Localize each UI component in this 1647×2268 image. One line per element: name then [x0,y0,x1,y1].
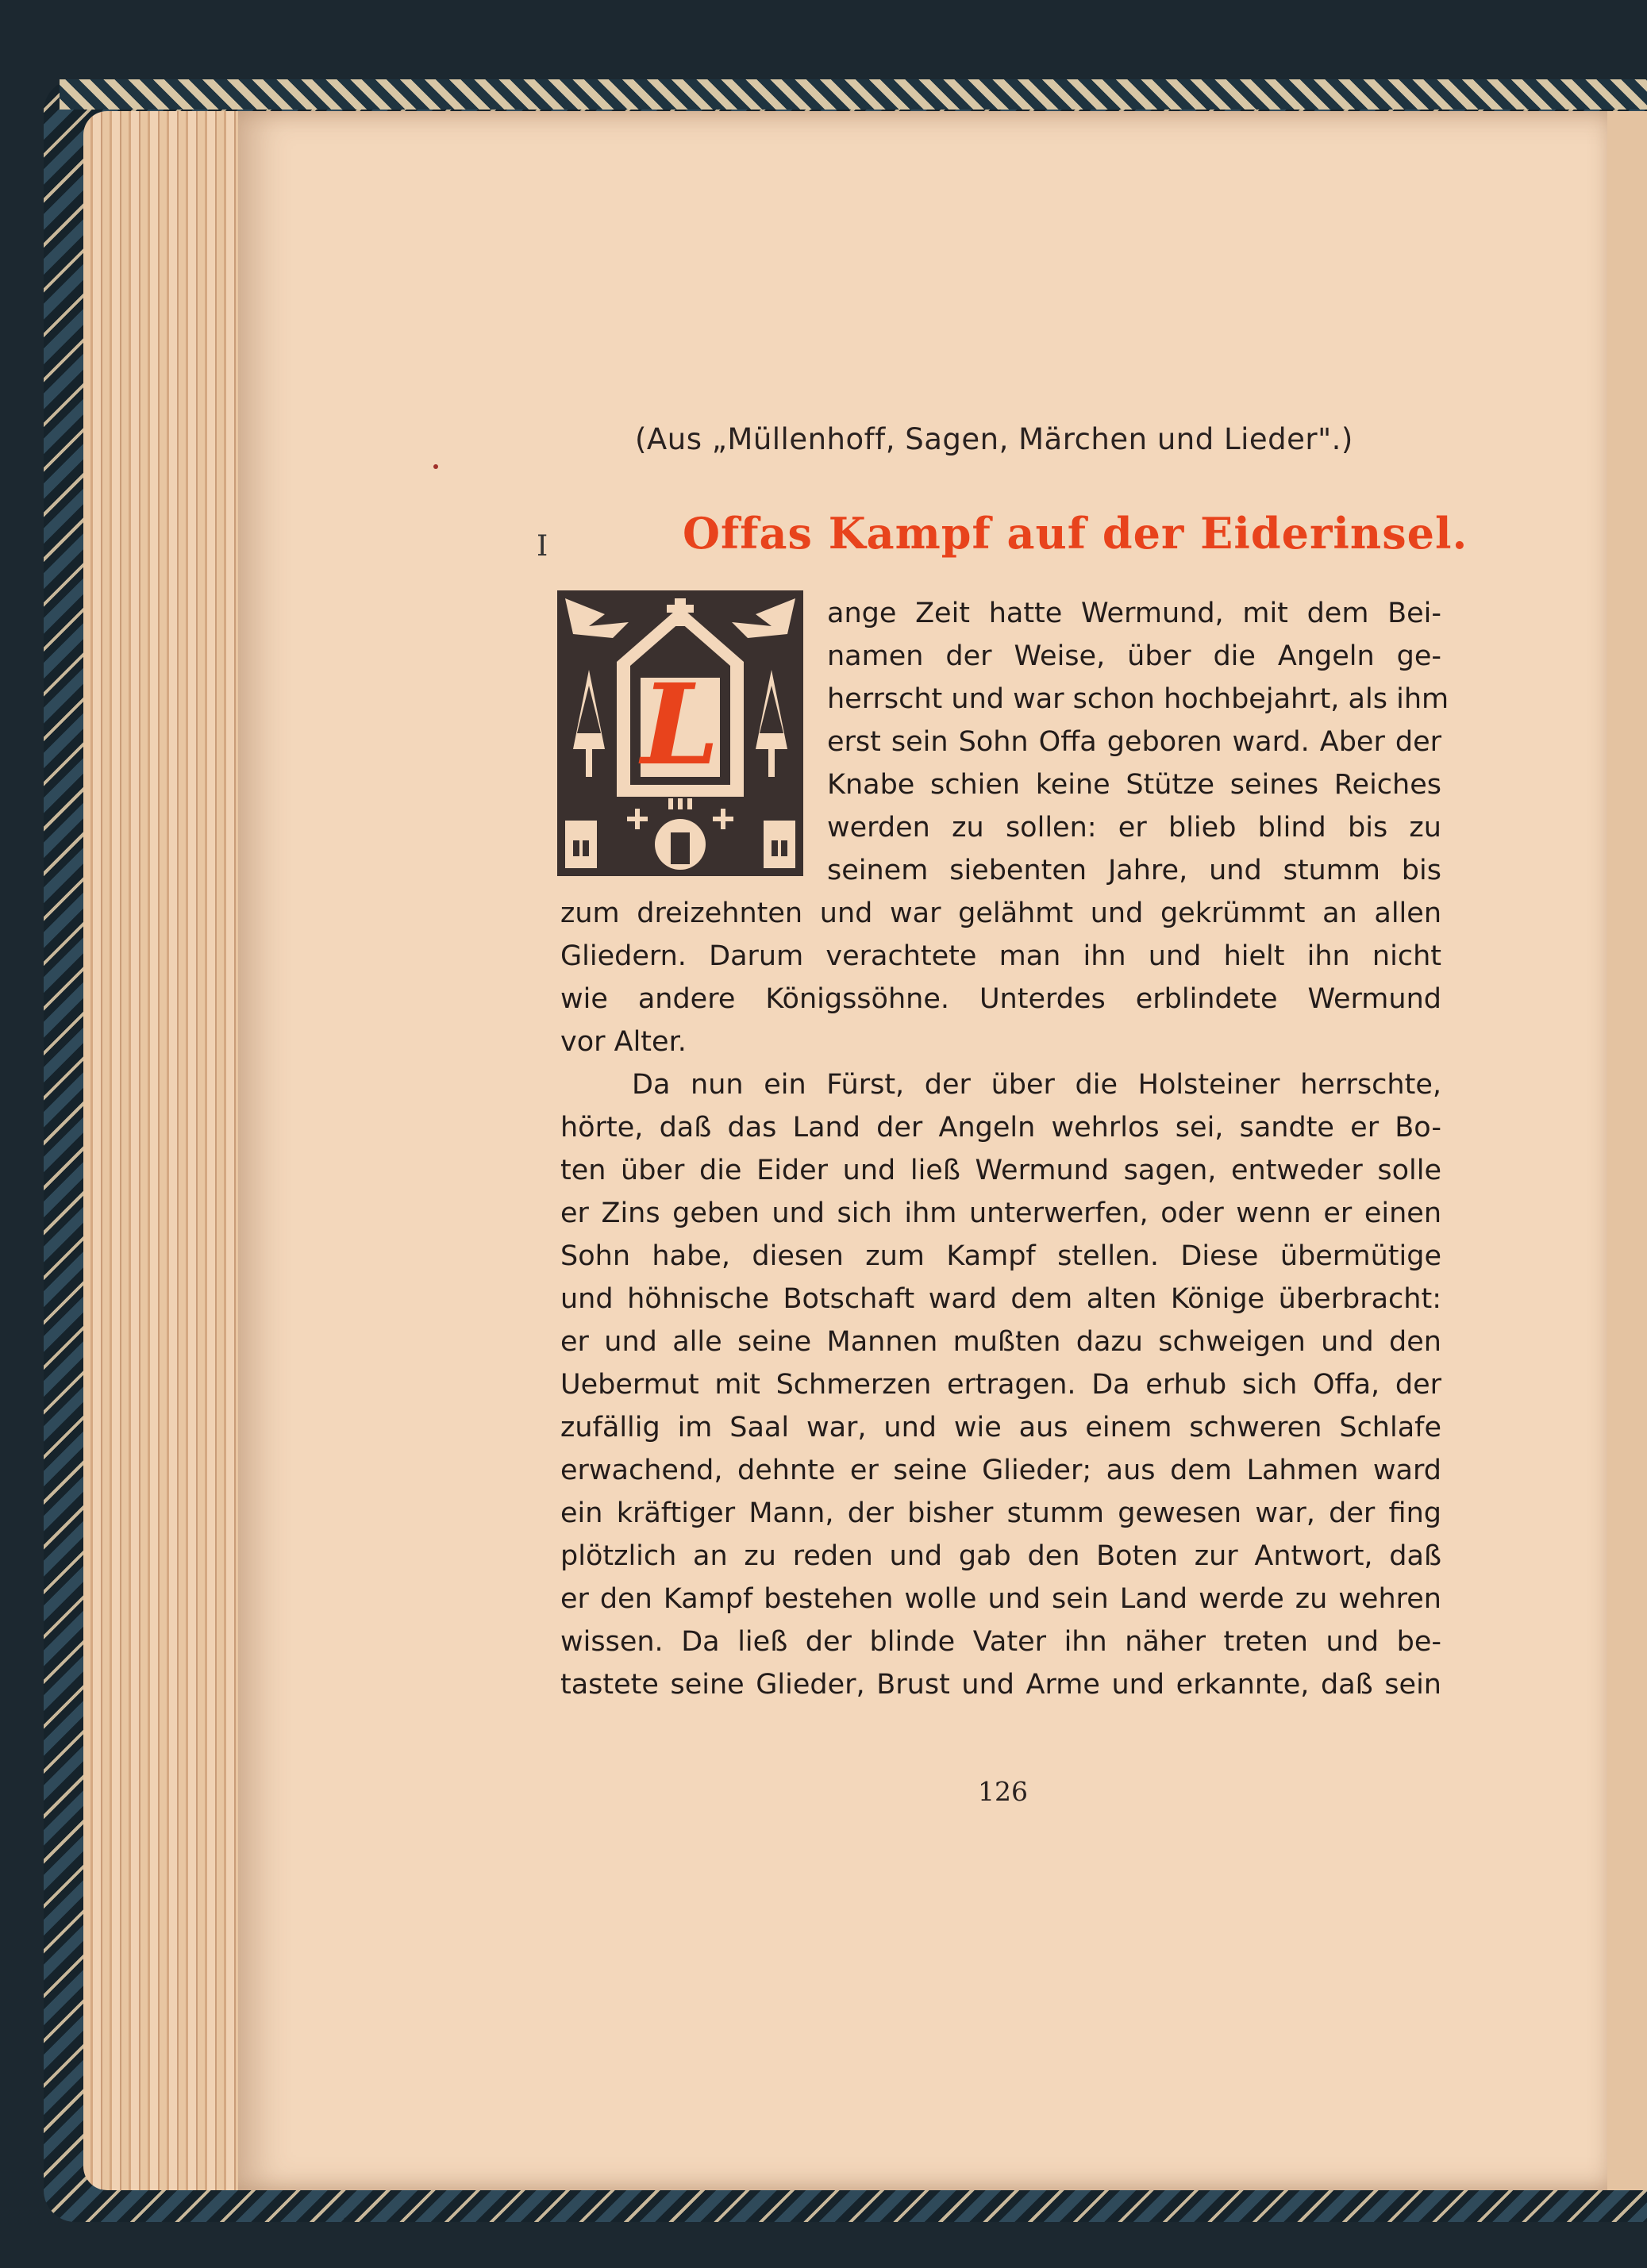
text-line: erst sein Sohn Offa geboren ward. Aber der [827,726,1441,758]
text-line: er den Kampf bestehen wolle und sein Land werde zu wehren [560,1583,1441,1615]
text-line: werden zu sollen: er blieb blind bis zu [827,812,1441,844]
source-line: (Aus „Müllenhoff, Sagen, Märchen und Lieder".) [635,422,1353,456]
text-line: ten über die Eider und ließ Wermund sagen, entweder solle [560,1155,1441,1186]
text-line: und höhnische Botschaft ward dem alten Könige überbracht: [560,1283,1441,1315]
text-line: vor Alter. [560,1026,687,1058]
margin-marker: I [537,530,548,563]
text-line: herrscht und war schon hochbejahrt, als ihm [827,683,1449,715]
facing-page-edge [1607,111,1647,2190]
text-line: zum dreizehnten und war gelähmt und gekrümmt an allen [560,898,1441,929]
page-number: 126 [978,1776,1028,1807]
text-line: ange Zeit hatte Wermund, mit dem Bei- [827,598,1441,629]
text-line: ein kräftiger Mann, der bisher stumm gewesen war, der fing [560,1497,1441,1529]
text-line: erwachend, dehnte er seine Glieder; aus dem Lahmen ward [560,1455,1441,1486]
cover-pattern-band [60,79,1647,110]
text-line: tastete seine Glieder, Brust und Arme und erkannte, daß sein [560,1669,1441,1701]
text-line: er und alle seine Mannen mußten dazu schweigen und den [560,1326,1441,1358]
body-text [560,592,1449,1706]
text-line: Sohn habe, diesen zum Kampf stellen. Diese übermütige [560,1240,1441,1272]
text-line: er Zins geben und sich ihm unterwerfen, oder wenn er einen [560,1197,1441,1229]
text-line: hörte, daß das Land der Angeln wehrlos sei, sandte er Bo- [560,1112,1441,1144]
text-line: wie andere Königssöhne. Unterdes erblindete Wermund [560,983,1441,1015]
text-line: namen der Weise, über die Angeln ge- [827,640,1441,672]
text-line: Uebermut mit Schmerzen ertragen. Da erhub sich Offa, der [560,1369,1441,1401]
initial-letter: L [641,660,720,790]
text-line: Knabe schien keine Stütze seines Reiches [827,769,1441,801]
text-line: Da nun ein Fürst, der über die Holsteiner herrschte, [632,1069,1441,1101]
text-line: Gliedern. Darum verachtete man ihn und hielt ihn nicht [560,940,1441,972]
text-line: seinem siebenten Jahre, und stumm bis [827,855,1441,886]
pencil-mark [433,464,438,469]
text-line: zufällig im Saal war, und wie aus einem schweren Schlafe [560,1412,1441,1443]
text-line: wissen. Da ließ der blinde Vater ihn näher treten und be- [560,1626,1441,1658]
page-edges [83,111,250,2190]
text-line: plötzlich an zu reden und gab den Boten zur Antwort, daß [560,1540,1441,1572]
chapter-title: Offas Kampf auf der Eiderinsel. [683,508,1468,559]
